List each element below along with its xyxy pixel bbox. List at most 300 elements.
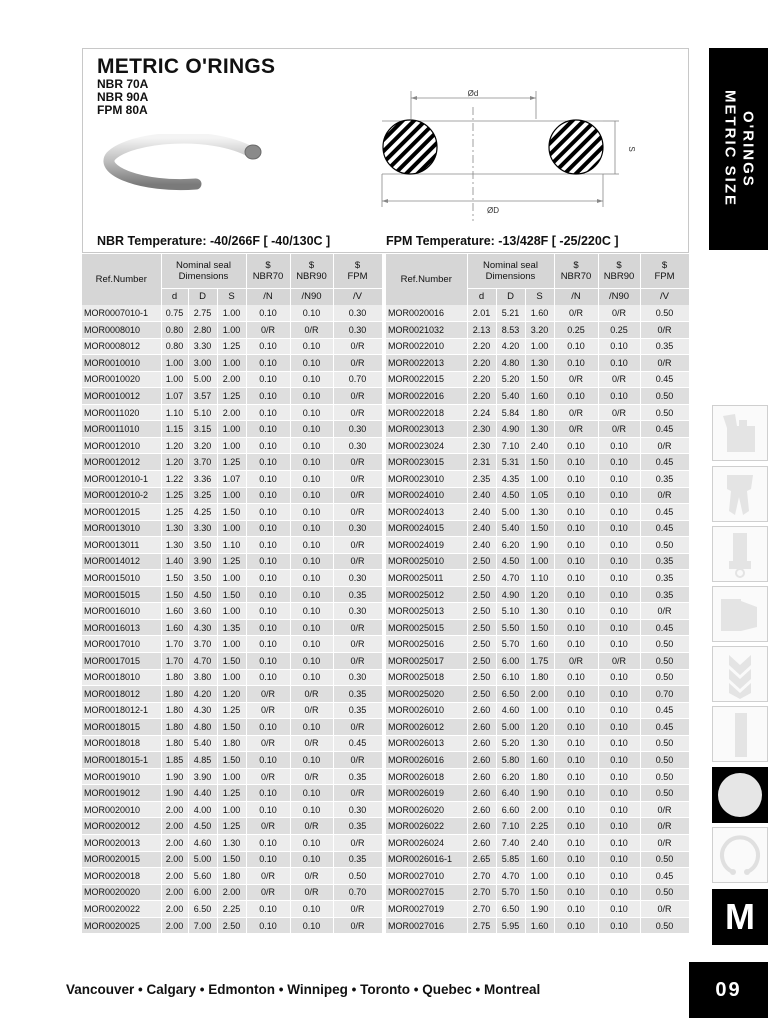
nbr70-price: 0.10 (246, 421, 290, 438)
nbr90-price: 0.10 (290, 901, 333, 918)
D-value: 4.60 (188, 835, 217, 852)
hydraulic-icon[interactable] (712, 526, 768, 582)
ref-number: MOR0022013 (386, 355, 467, 372)
table-row (82, 835, 382, 852)
nbr90-price: 0.10 (598, 603, 640, 620)
D-value: 4.80 (496, 355, 525, 372)
D-value: 7.10 (496, 437, 525, 454)
D-value: 6.60 (496, 801, 525, 818)
ref-number: MOR0026019 (386, 785, 467, 802)
nbr70-price: 0.10 (246, 305, 290, 322)
d-value: 2.40 (467, 520, 496, 537)
S-value: 1.30 (525, 603, 554, 620)
S-value: 1.20 (525, 586, 554, 603)
nbr90-price: 0/R (598, 421, 640, 438)
table-row (82, 619, 382, 636)
nbr90-price: 0.10 (290, 586, 333, 603)
fpm-price: 0.50 (640, 735, 689, 752)
D-value: 6.20 (496, 768, 525, 785)
S-value: 1.90 (525, 901, 554, 918)
d-value: 1.80 (161, 669, 188, 686)
ref-number: MOR0026013 (386, 735, 467, 752)
nbr90-price: 0.10 (290, 603, 333, 620)
d-value: 2.00 (161, 835, 188, 852)
ref-number: MOR0020016 (386, 305, 467, 322)
nbr90-price: 0.10 (290, 338, 333, 355)
fpm-price: 0.70 (640, 686, 689, 703)
ref-number: MOR0026018 (386, 768, 467, 785)
d-value: 2.31 (467, 454, 496, 471)
nbr70-price: 0.10 (554, 669, 598, 686)
D-value: 5.10 (496, 603, 525, 620)
table-row (386, 586, 689, 603)
D-value: 4.50 (496, 487, 525, 504)
section-tab[interactable] (709, 48, 768, 250)
ref-number: MOR0025017 (386, 652, 467, 669)
nbr90-price: 0.10 (598, 470, 640, 487)
S-value: 1.30 (525, 355, 554, 372)
S-value: 1.00 (217, 669, 246, 686)
S-value: 1.00 (217, 322, 246, 339)
D-value: 5.85 (496, 851, 525, 868)
S-value: 1.50 (525, 619, 554, 636)
S-value: 1.00 (217, 768, 246, 785)
oring-section-left (383, 120, 437, 174)
fpm-price: 0.35 (333, 586, 382, 603)
fpm-price: 0/R (640, 835, 689, 852)
nbr90-price: 0.10 (290, 355, 333, 372)
nbr70-price: 0/R (246, 702, 290, 719)
nbr70-price: 0.10 (246, 586, 290, 603)
table-row (386, 652, 689, 669)
d-value: 2.20 (467, 355, 496, 372)
ref-number: MOR0022010 (386, 338, 467, 355)
D-value: 6.50 (496, 686, 525, 703)
nbr90-price: 0.10 (598, 537, 640, 554)
nbr70-price: 0/R (246, 322, 290, 339)
d-value: 1.85 (161, 752, 188, 769)
nbr90-price: 0.10 (290, 652, 333, 669)
fpm-price: 0/R (640, 603, 689, 620)
fpm-price: 0.45 (640, 421, 689, 438)
nbr70-price: 0/R (554, 652, 598, 669)
fpm-price: 0.35 (333, 818, 382, 835)
table-row (386, 719, 689, 736)
D-value: 3.70 (188, 636, 217, 653)
S-value: 1.60 (525, 752, 554, 769)
outer-diameter-label: ØD (487, 206, 499, 215)
d-value: 0.80 (161, 322, 188, 339)
nbr70-price: 0.10 (246, 851, 290, 868)
nbr90-price: 0/R (290, 735, 333, 752)
col-ref-number: Ref.Number (82, 254, 161, 305)
oring-icon[interactable] (712, 767, 768, 823)
D-value: 5.50 (496, 619, 525, 636)
D-value: 3.20 (188, 437, 217, 454)
d-value: 2.75 (467, 917, 496, 934)
D-value: 7.00 (188, 917, 217, 934)
d-value: 0.75 (161, 305, 188, 322)
D-value: 6.10 (496, 669, 525, 686)
nbr70-price: 0/R (554, 305, 598, 322)
S-value: 1.90 (525, 537, 554, 554)
col-d: d (467, 288, 496, 305)
col-nbr70-currency: $ (265, 259, 271, 271)
fpm-price: 0.35 (640, 553, 689, 570)
S-value: 1.25 (217, 785, 246, 802)
fpm-price: 0.30 (333, 421, 382, 438)
ref-number: MOR0010010 (82, 355, 161, 372)
d-value: 2.40 (467, 487, 496, 504)
nbr90-price: 0.10 (598, 437, 640, 454)
d-value: 2.00 (161, 818, 188, 835)
table-row (82, 454, 382, 471)
fpm-price: 0.35 (640, 470, 689, 487)
table-row (82, 570, 382, 587)
nbr90-price: 0.10 (290, 835, 333, 852)
nbr90-price: 0.10 (598, 504, 640, 521)
table-row (82, 719, 382, 736)
nbr70-price: 0.10 (246, 652, 290, 669)
fpm-price: 0/R (333, 388, 382, 405)
S-value: 1.00 (525, 338, 554, 355)
nbr70-price: 0.10 (554, 785, 598, 802)
S-value: 1.10 (217, 537, 246, 554)
ref-number: MOR0027015 (386, 884, 467, 901)
nbr90-price: 0/R (598, 404, 640, 421)
table-row (386, 901, 689, 918)
col-nbr70-currency: $ (573, 259, 579, 271)
col-fpm-unit: /V (640, 288, 689, 305)
d-value: 2.65 (467, 851, 496, 868)
col-nbr70-label: NBR70 (252, 270, 284, 282)
fpm-price: 0.30 (333, 520, 382, 537)
d-value: 1.15 (161, 421, 188, 438)
S-value: 1.80 (217, 735, 246, 752)
table-row (82, 901, 382, 918)
ref-number: MOR0026016 (386, 752, 467, 769)
fpm-price: 0/R (333, 537, 382, 554)
d-value: 1.50 (161, 586, 188, 603)
col-nbr90-unit: /N90 (290, 288, 333, 305)
d-value: 2.50 (467, 636, 496, 653)
D-value: 3.30 (188, 520, 217, 537)
table-row (82, 322, 382, 339)
d-value: 1.80 (161, 702, 188, 719)
nbr70-price: 0.10 (554, 338, 598, 355)
nbr90-price: 0.10 (290, 785, 333, 802)
ref-number: MOR0018012 (82, 686, 161, 703)
S-value: 1.30 (217, 835, 246, 852)
S-value: 1.50 (525, 454, 554, 471)
nbr70-price: 0.10 (554, 487, 598, 504)
S-value: 1.60 (525, 636, 554, 653)
ref-number: MOR0025010 (386, 553, 467, 570)
retaining-ring-icon[interactable] (712, 827, 768, 883)
d-value: 2.50 (467, 586, 496, 603)
D-value: 5.70 (496, 884, 525, 901)
d-value: 2.40 (467, 504, 496, 521)
table-row (386, 371, 689, 388)
nbr70-price: 0.10 (246, 454, 290, 471)
S-value: 1.07 (217, 470, 246, 487)
ref-number: MOR0025015 (386, 619, 467, 636)
d-value: 2.50 (467, 603, 496, 620)
d-value: 2.50 (467, 652, 496, 669)
nbr70-price: 0.10 (554, 388, 598, 405)
nbr70-price: 0.10 (554, 768, 598, 785)
D-value: 4.90 (496, 586, 525, 603)
d-value: 1.40 (161, 553, 188, 570)
D-value: 3.57 (188, 388, 217, 405)
fpm-price: 0/R (333, 785, 382, 802)
nbr70-price: 0.10 (554, 851, 598, 868)
nbr90-price: 0.10 (598, 702, 640, 719)
D-value: 5.84 (496, 404, 525, 421)
S-value: 1.25 (217, 818, 246, 835)
seal-icon[interactable] (712, 405, 768, 461)
rod-icon[interactable] (712, 706, 768, 762)
table-body-left (82, 305, 382, 934)
d-value: 1.22 (161, 470, 188, 487)
S-value: 2.50 (217, 917, 246, 934)
section-tab-text (709, 48, 768, 250)
table-row (82, 636, 382, 653)
table-row (386, 851, 689, 868)
col-fpm (640, 254, 689, 288)
fpm-price: 0.50 (640, 652, 689, 669)
nbr90-price: 0.10 (290, 454, 333, 471)
ref-number: MOR0010012 (82, 388, 161, 405)
D-value: 4.90 (496, 421, 525, 438)
nbr70-price: 0.10 (554, 901, 598, 918)
ref-number: MOR0025012 (386, 586, 467, 603)
fpm-price: 0.35 (333, 851, 382, 868)
nbr90-price: 0.10 (290, 504, 333, 521)
nbr70-price: 0.10 (246, 619, 290, 636)
nbr90-price: 0.10 (290, 487, 333, 504)
fpm-price: 0.30 (333, 437, 382, 454)
D-value: 5.21 (496, 305, 525, 322)
nbr90-price: 0.10 (598, 338, 640, 355)
S-value: 2.00 (525, 686, 554, 703)
D-value: 2.75 (188, 305, 217, 322)
nbr90-price: 0.10 (290, 719, 333, 736)
D-value: 5.31 (496, 454, 525, 471)
d-value: 2.00 (161, 868, 188, 885)
ref-number: MOR0025016 (386, 636, 467, 653)
ref-number: MOR0008010 (82, 322, 161, 339)
nbr70-price: 0.10 (554, 619, 598, 636)
nbr90-price: 0.10 (598, 835, 640, 852)
D-value: 4.80 (188, 719, 217, 736)
nbr90-price: 0.10 (598, 586, 640, 603)
D-value: 6.00 (188, 884, 217, 901)
packing-icon[interactable] (712, 466, 768, 522)
col-D: D (188, 288, 217, 305)
col-nbr70 (554, 254, 598, 288)
D-value: 3.90 (188, 768, 217, 785)
d-value: 2.60 (467, 719, 496, 736)
ref-number: MOR0023024 (386, 437, 467, 454)
D-value: 3.80 (188, 669, 217, 686)
table-row (82, 818, 382, 835)
ref-number: MOR0012012 (82, 454, 161, 471)
fpm-price: 0.50 (640, 917, 689, 934)
gasket-icon[interactable] (712, 586, 768, 642)
nbr90-price: 0.10 (598, 686, 640, 703)
S-value: 1.00 (525, 702, 554, 719)
d-value: 1.25 (161, 487, 188, 504)
oring-table-left (82, 254, 383, 934)
nbr70-price: 0.10 (246, 520, 290, 537)
ref-number: MOR0015010 (82, 570, 161, 587)
nbr70-price: 0/R (554, 421, 598, 438)
S-value: 1.00 (217, 570, 246, 587)
S-value: 2.00 (217, 404, 246, 421)
S-value: 1.00 (217, 636, 246, 653)
materials-list (97, 78, 148, 117)
col-fpm-currency: $ (354, 259, 361, 271)
d-value: 2.60 (467, 835, 496, 852)
nbr70-price: 0.10 (246, 636, 290, 653)
S-value: 1.80 (525, 404, 554, 421)
D-value: 4.40 (188, 785, 217, 802)
nbr70-price: 0.10 (554, 504, 598, 521)
fpm-price: 0.45 (640, 504, 689, 521)
table-row (82, 504, 382, 521)
nbr-temperature: NBR Temperature: -40/266F [ -40/130C ] (97, 234, 331, 248)
D-value: 4.85 (188, 752, 217, 769)
d-value: 1.25 (161, 504, 188, 521)
fpm-price: 0/R (333, 835, 382, 852)
S-value: 1.25 (217, 702, 246, 719)
ref-number: MOR0012015 (82, 504, 161, 521)
S-value: 1.80 (525, 669, 554, 686)
S-value: 1.30 (525, 421, 554, 438)
nbr90-price: 0/R (290, 768, 333, 785)
d-value: 2.70 (467, 901, 496, 918)
nbr90-price: 0.10 (290, 520, 333, 537)
fpm-price: 0.30 (333, 669, 382, 686)
table-row (386, 702, 689, 719)
fpm-price: 0/R (333, 917, 382, 934)
table-row (386, 570, 689, 587)
S-value: 1.20 (217, 686, 246, 703)
fpm-price: 0/R (333, 504, 382, 521)
inner-diameter-label: Ød (467, 89, 479, 98)
d-value: 1.80 (161, 686, 188, 703)
fpm-price: 0/R (640, 801, 689, 818)
nbr70-price: 0/R (246, 735, 290, 752)
D-value: 7.40 (496, 835, 525, 852)
nbr70-price: 0.10 (246, 570, 290, 587)
d-value: 2.40 (467, 537, 496, 554)
d-value: 2.00 (161, 801, 188, 818)
fpm-price: 0/R (333, 470, 382, 487)
nbr70-price: 0.10 (554, 454, 598, 471)
nbr90-price: 0.10 (598, 868, 640, 885)
D-value: 5.00 (496, 504, 525, 521)
ref-number: MOR0015015 (82, 586, 161, 603)
nbr70-price: 0.10 (554, 570, 598, 587)
fpm-price: 0.45 (640, 454, 689, 471)
fpm-price: 0.35 (640, 338, 689, 355)
fpm-temperature: FPM Temperature: -13/428F [ -25/220C ] (386, 234, 619, 248)
D-value: 5.80 (496, 752, 525, 769)
ref-number: MOR0026012 (386, 719, 467, 736)
ref-number: MOR0018015-1 (82, 752, 161, 769)
col-d: d (161, 288, 188, 305)
fpm-price: 0.50 (333, 868, 382, 885)
S-value: 2.25 (525, 818, 554, 835)
d-value: 1.30 (161, 520, 188, 537)
d-value: 1.80 (161, 719, 188, 736)
ref-number: MOR0019010 (82, 768, 161, 785)
table-row (82, 338, 382, 355)
ref-number: MOR0020015 (82, 851, 161, 868)
table-row (386, 305, 689, 322)
d-value: 2.24 (467, 404, 496, 421)
table-row (386, 752, 689, 769)
ref-number: MOR0023010 (386, 470, 467, 487)
section-label: S (627, 146, 636, 152)
ref-number: MOR0025011 (386, 570, 467, 587)
nbr70-price: 0.10 (246, 603, 290, 620)
ref-number: MOR0018015 (82, 719, 161, 736)
d-value: 1.60 (161, 619, 188, 636)
S-value: 1.00 (525, 553, 554, 570)
col-nbr70-unit: /N (554, 288, 598, 305)
nbr90-price: 0.10 (598, 553, 640, 570)
nbr90-price: 0.10 (290, 570, 333, 587)
table-row (386, 818, 689, 835)
col-nbr70-unit: /N (246, 288, 290, 305)
ref-number: MOR0024019 (386, 537, 467, 554)
nbr90-price: 0.10 (290, 553, 333, 570)
d-value: 2.00 (161, 901, 188, 918)
table-row (82, 520, 382, 537)
nbr90-price: 0.10 (290, 371, 333, 388)
D-value: 4.70 (496, 570, 525, 587)
ref-number: MOR0026020 (386, 801, 467, 818)
table-row (82, 735, 382, 752)
table-row (386, 454, 689, 471)
S-value: 1.25 (217, 454, 246, 471)
d-value: 1.60 (161, 603, 188, 620)
fpm-price: 0.50 (640, 305, 689, 322)
ref-number: MOR0023015 (386, 454, 467, 471)
section-letter: M (712, 889, 768, 945)
table-row (386, 636, 689, 653)
D-value: 4.70 (188, 652, 217, 669)
fpm-price: 0/R (333, 355, 382, 372)
nbr70-price: 0.10 (246, 553, 290, 570)
fpm-price: 0.45 (640, 619, 689, 636)
nbr90-price: 0.10 (598, 801, 640, 818)
v-ring-icon[interactable] (712, 646, 768, 702)
D-value: 3.30 (188, 338, 217, 355)
fpm-price: 0.30 (333, 322, 382, 339)
table-row (386, 686, 689, 703)
nbr70-price: 0.10 (554, 801, 598, 818)
fpm-price: 0/R (333, 404, 382, 421)
D-value: 3.50 (188, 537, 217, 554)
ref-number: MOR0020018 (82, 868, 161, 885)
d-value: 1.20 (161, 437, 188, 454)
nbr70-price: 0.10 (246, 537, 290, 554)
d-value: 2.50 (467, 553, 496, 570)
